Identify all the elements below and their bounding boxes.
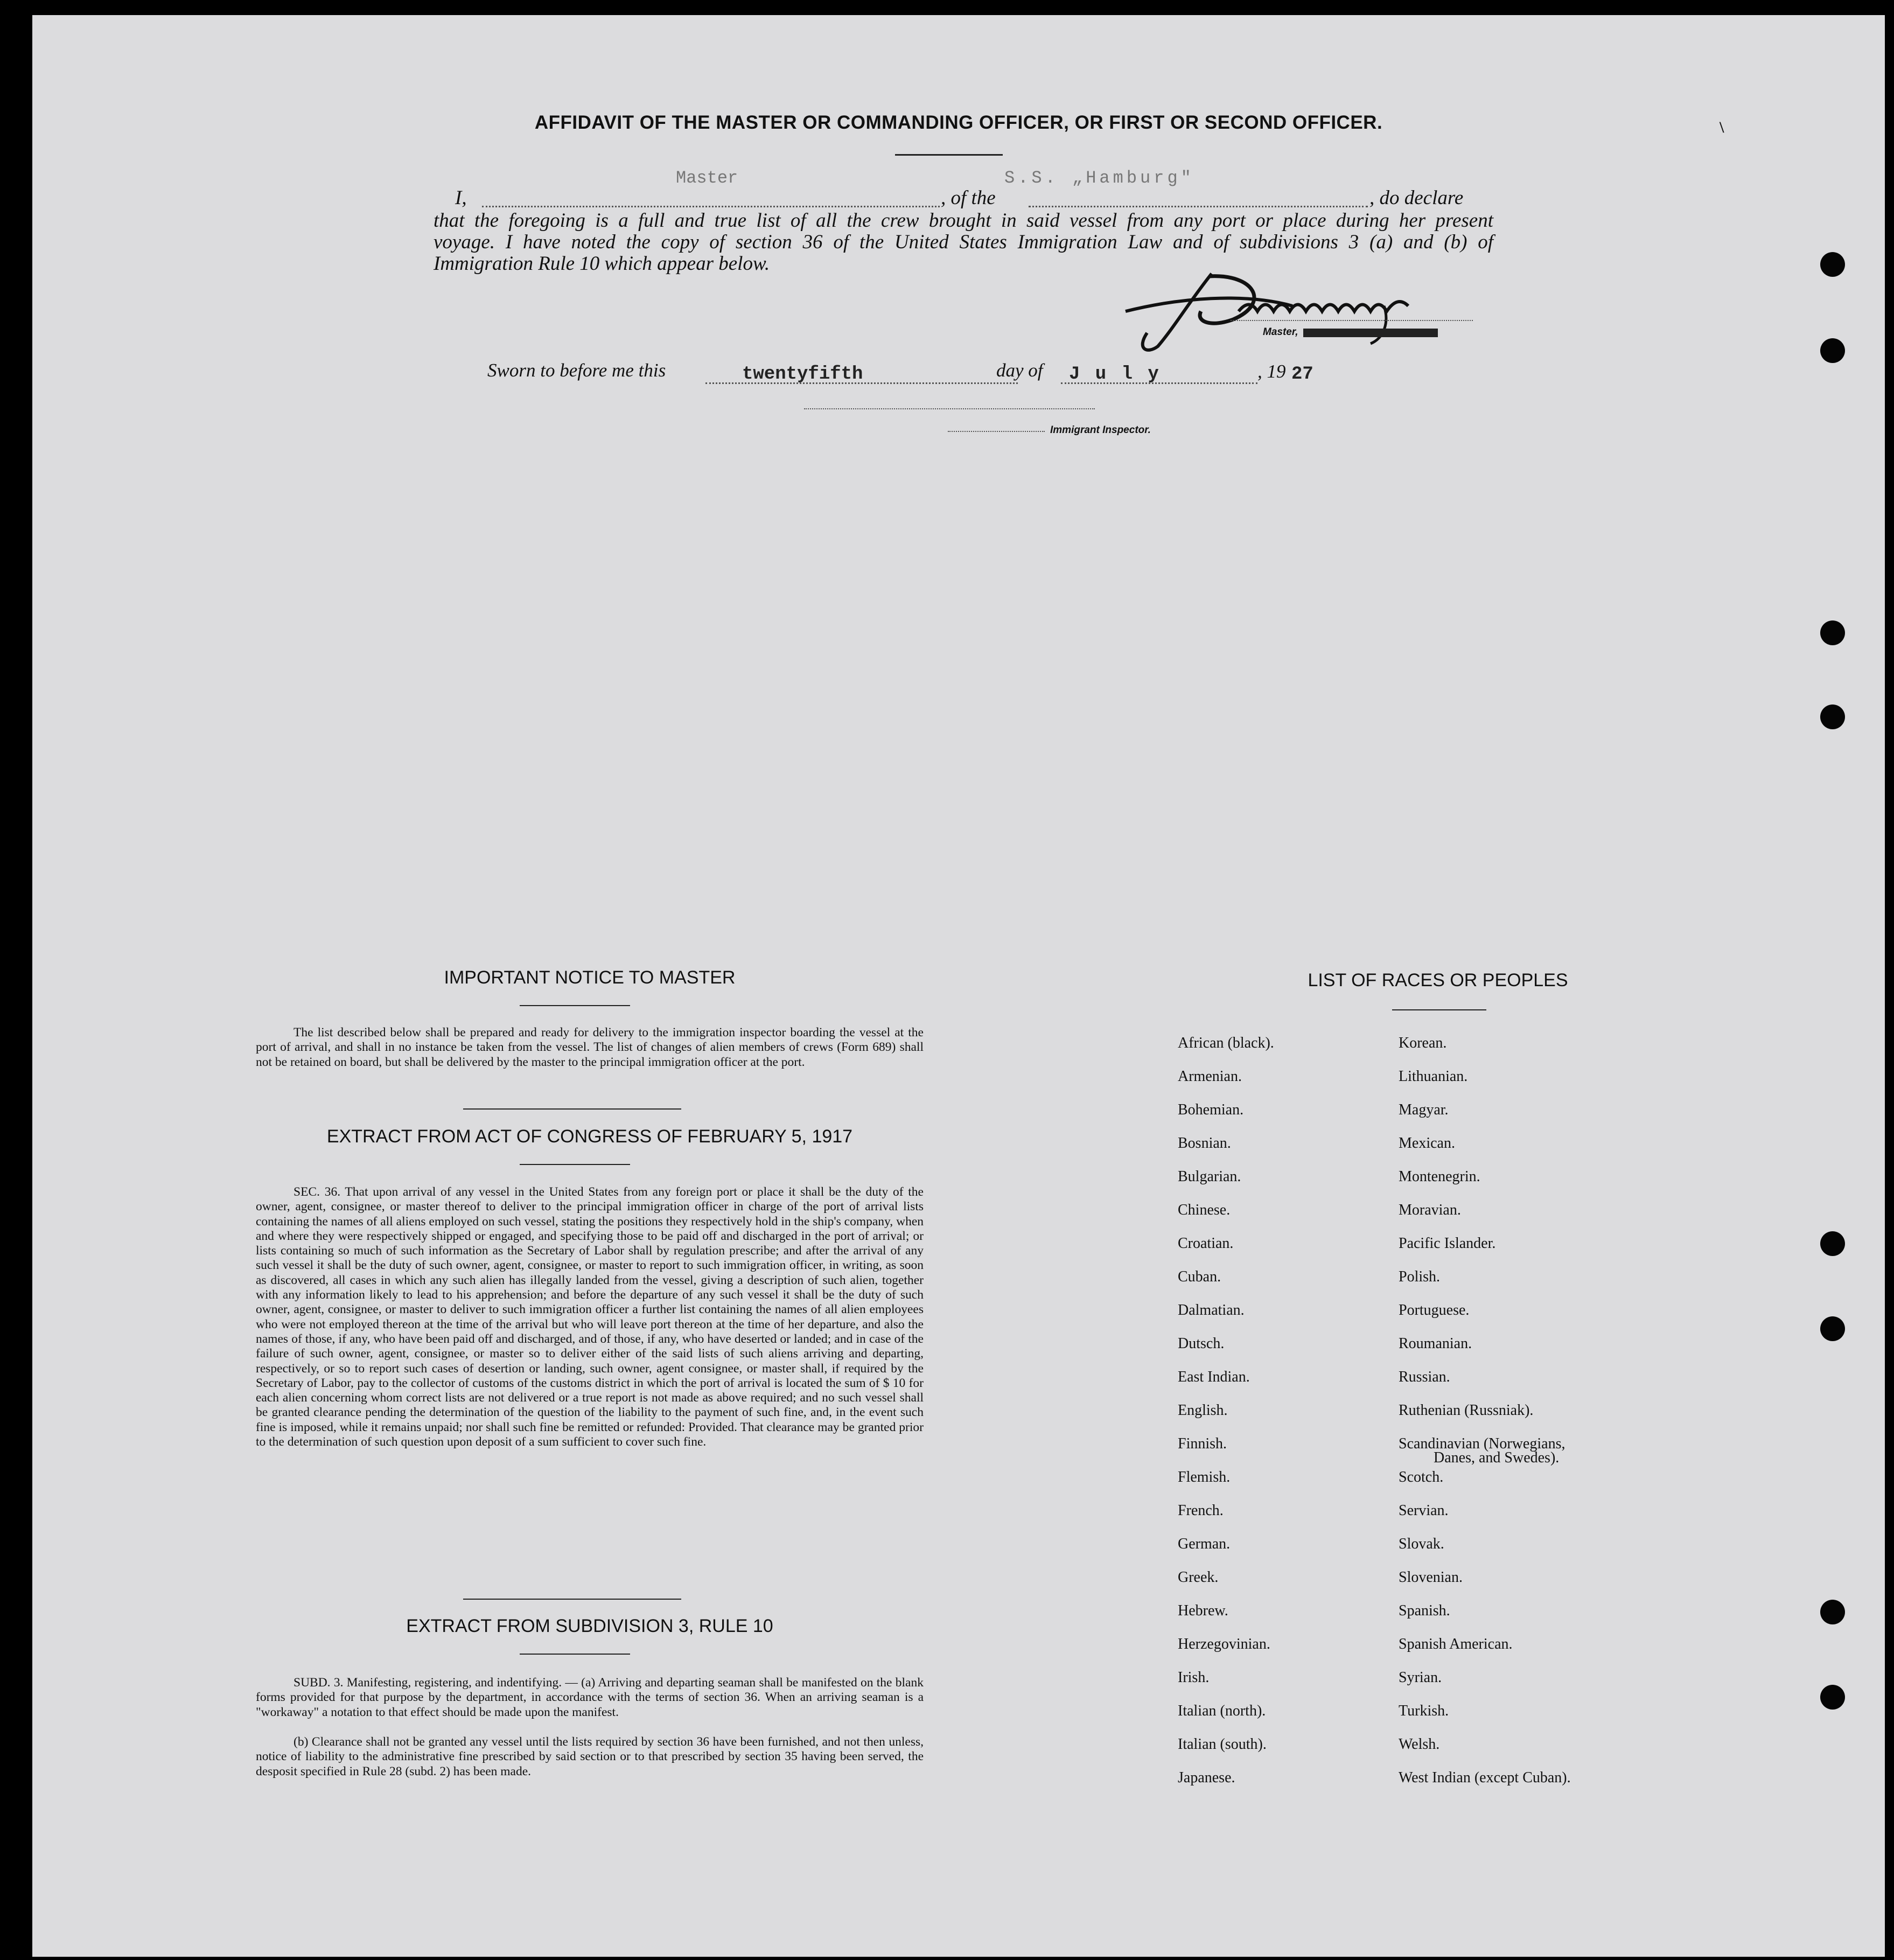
races-left-column: [1178, 1035, 1393, 1816]
notice-end-divider: [463, 1108, 681, 1110]
race-item: Scandinavian (Norwegians,: [1399, 1435, 1565, 1452]
year-suffix: 27: [1291, 364, 1313, 385]
binder-hole: [1820, 338, 1845, 363]
race-item: Herzegovinian.: [1178, 1636, 1270, 1652]
master-signature: [1115, 252, 1492, 360]
race-item: Chinese.: [1178, 1202, 1231, 1218]
race-item: Hebrew.: [1178, 1602, 1228, 1619]
act-end-divider: [463, 1599, 681, 1600]
race-item: Slovak.: [1399, 1536, 1444, 1552]
inspector-line-2: [948, 431, 1045, 432]
race-item: Servian.: [1399, 1502, 1449, 1519]
race-item: Greek.: [1178, 1569, 1219, 1586]
race-item: Armenian.: [1178, 1068, 1242, 1085]
affidavit-line-4: Immigration Rule 10 which appear below.: [434, 253, 770, 275]
notice-divider: [520, 1005, 630, 1006]
race-item: Bohemian.: [1178, 1101, 1244, 1118]
race-item: Spanish American.: [1399, 1636, 1513, 1652]
rule-extract-heading: EXTRACT FROM SUBDIVISION 3, RULE 10: [406, 1616, 773, 1636]
race-item: Flemish.: [1178, 1469, 1231, 1485]
race-item: Korean.: [1399, 1035, 1447, 1051]
affidavit-line-1: [434, 186, 1493, 211]
master-label: Master,: [1263, 326, 1298, 338]
act-divider: [520, 1164, 630, 1165]
race-item: Cuban.: [1178, 1268, 1221, 1285]
binder-hole: [1820, 620, 1845, 645]
binder-hole: [1820, 252, 1845, 277]
race-item: Montenegrin.: [1399, 1168, 1480, 1185]
rule-extract-body-b: (b) Clearance shall not be granted any vessel until the lists required by section 36 have been furnished, and not then unless, notice of liability to the administrative fine prescribed by said section or to that prescribed by section 35 having been served, the desposit specified in Rule 28 (subd. 2) has been made.: [256, 1735, 924, 1778]
rule-extract-text-b: [256, 1735, 924, 1779]
affidavit-line-2: that the foregoing is a full and true list of all the crew brought in said vessel from any port or place during her present: [434, 210, 1493, 232]
race-item: African (black).: [1178, 1035, 1274, 1051]
act-extract-body: SEC. 36. That upon arrival of any vessel in the United States from any foreign port or place it shall be the duty of the owner, agent, consignee, or master thereof to deliver to the principal immigration officer in charge of the port of arrival lists containing the names of all aliens employed on such vessel, stating the positions they respectively hold in the ship's company, when and where they were respectively shipped or engaged, and specifying those to be paid off and discharged in the port of arrival; or lists containing so much of such information as the Secretary of Labor shall by regulation prescribe; and after the arrival of any such vessel it shall be the duty of such owner, agent, consignee, or master to report to such immigration officer, in writing, as soon as discovered, all cases in which any such alien has illegally landed from the vessel, giving a description of such alien, together with any information likely to lead to his apprehension; and before the departure of any such vessel it shall be the duty of such owner, agent, consignee, or master to deliver to such immigration officer a further list containing the names of all alien employees who were not employed thereon at the time of the arrival but who will leave port thereon at the time of her departure, and also the names of those, if any, who have been paid off and discharged, and of those, if any, who have deserted or landed; and in case of the failure of such owner, agent, consignee, or master so to deliver either of the said lists of such aliens arriving and departing, respectively, or so to report such cases of desertion or landing, such owner, agent consignee, or master shall, if required by the Secretary of Labor, pay to the collector of customs of the customs district in which the port of arrival is located the sum of $ 10 for each alien concerning whom correct lists are not delivered or a true report is not made as above required; and no such vessel shall be granted clearance pending the determination of the question of the liability to the payment of such fine, and, in the event such fine is imposed, while it remains unpaid; nor shall such fine be remitted or refunded: Provided. That clearance may be granted prior to the determination of such question upon deposit of a sum sufficient to cover such fine.: [256, 1185, 924, 1449]
races-divider: [1392, 1009, 1486, 1010]
binder-hole: [1820, 1231, 1845, 1256]
affidavit-line-3: voyage. I have noted the copy of section 36 of the United States Immigration Law and of subdivisions 3 (a) and (b) of: [434, 231, 1493, 253]
typed-vessel-name: S.S. „Hamburg": [1004, 168, 1194, 188]
rule-extract-body-a: SUBD. 3. Manifesting, registering, and indentifying. — (a) Arriving and departing seaman shall be manifested on the blank forms provided for that purpose by the department, in accordance with the terms of section 36. When an arriving seaman is a "workaway" a notation to that effect should be made upon the manifest.: [256, 1676, 924, 1719]
races-right-column: [1399, 1035, 1700, 1816]
inspector-line-1: [804, 408, 1095, 409]
race-item: Russian.: [1399, 1369, 1450, 1385]
race-item: Magyar.: [1399, 1101, 1449, 1118]
binder-hole: [1820, 1685, 1845, 1710]
of-the-text: , of the: [941, 187, 996, 209]
race-item: Turkish.: [1399, 1703, 1449, 1719]
act-extract-heading: EXTRACT FROM ACT OF CONGRESS OF FEBRUARY 5, 1917: [326, 1126, 853, 1147]
notice-body: The list described below shall be prepared and ready for delivery to the immigration inspector boarding the vessel at the port of arrival, and shall in no instance be taken from the vessel. The list of changes of alien members of crews (Form 689) shall not be retained on board, but shall be delivered by the master to the principal immigration officer at the port.: [256, 1026, 924, 1069]
inspector-label: Immigrant Inspector.: [1050, 424, 1151, 436]
race-item: Danes, and Swedes).: [1434, 1449, 1560, 1466]
race-item: Bosnian.: [1178, 1135, 1231, 1152]
race-item: Bulgarian.: [1178, 1168, 1241, 1185]
race-item: Ruthenian (Russniak).: [1399, 1402, 1534, 1419]
binder-hole: [1820, 705, 1845, 729]
rule-divider: [520, 1654, 630, 1655]
race-item: Finnish.: [1178, 1435, 1227, 1452]
race-item: Portuguese.: [1399, 1302, 1470, 1319]
race-item: Pacific Islander.: [1399, 1235, 1496, 1252]
title-divider: [895, 154, 1003, 156]
race-item: Slovenian.: [1399, 1569, 1463, 1586]
race-item: Dutsch.: [1178, 1335, 1225, 1352]
race-item: Spanish.: [1399, 1602, 1450, 1619]
year-prefix: , 19: [1257, 361, 1286, 382]
binder-hole: [1820, 1316, 1845, 1341]
race-item: Scotch.: [1399, 1469, 1444, 1485]
race-item: Japanese.: [1178, 1769, 1235, 1786]
race-item: Mexican.: [1399, 1135, 1455, 1152]
struck-out-titles: [1303, 329, 1438, 337]
declare-text: , do declare: [1369, 187, 1464, 209]
notice-heading: IMPORTANT NOTICE TO MASTER: [444, 967, 736, 988]
race-item: German.: [1178, 1536, 1231, 1552]
race-item: Italian (north).: [1178, 1703, 1266, 1719]
race-item: East Indian.: [1178, 1369, 1250, 1385]
race-item: Syrian.: [1399, 1669, 1442, 1686]
affidavit-title: AFFIDAVIT OF THE MASTER OR COMMANDING OFFICER, OR FIRST OR SECOND OFFICER.: [534, 112, 1383, 133]
page-mark: \: [1720, 118, 1724, 136]
signature-line: [1231, 320, 1473, 321]
race-item: Moravian.: [1399, 1202, 1461, 1218]
races-heading: LIST OF RACES OR PEOPLES: [1308, 970, 1568, 991]
document-page: [32, 15, 1885, 1957]
race-item: Roumanian.: [1399, 1335, 1472, 1352]
act-extract-text: [256, 1185, 924, 1449]
rule-extract-text-a: [256, 1676, 924, 1720]
race-item: English.: [1178, 1402, 1228, 1419]
race-item: Dalmatian.: [1178, 1302, 1245, 1319]
vessel-blank-line: [1029, 206, 1368, 207]
binder-hole: [1820, 1600, 1845, 1624]
race-item: Croatian.: [1178, 1235, 1234, 1252]
race-item: French.: [1178, 1502, 1224, 1519]
typed-rank: Master: [676, 168, 738, 188]
race-item: West Indian (except Cuban).: [1399, 1769, 1571, 1786]
sworn-prefix: Sworn to before me this: [487, 360, 666, 381]
race-item: Polish.: [1399, 1268, 1441, 1285]
race-item: Italian (south).: [1178, 1736, 1267, 1753]
notice-text: [256, 1026, 924, 1070]
rank-blank-line: [482, 206, 940, 207]
race-item: Irish.: [1178, 1669, 1210, 1686]
race-item: Lithuanian.: [1399, 1068, 1468, 1085]
day-of-text: day of: [996, 360, 1043, 381]
affidavit-i: I,: [455, 187, 467, 209]
sworn-month: J u l y: [1069, 364, 1161, 385]
race-item: Welsh.: [1399, 1736, 1440, 1753]
sworn-day: twentyfifth: [742, 364, 863, 385]
